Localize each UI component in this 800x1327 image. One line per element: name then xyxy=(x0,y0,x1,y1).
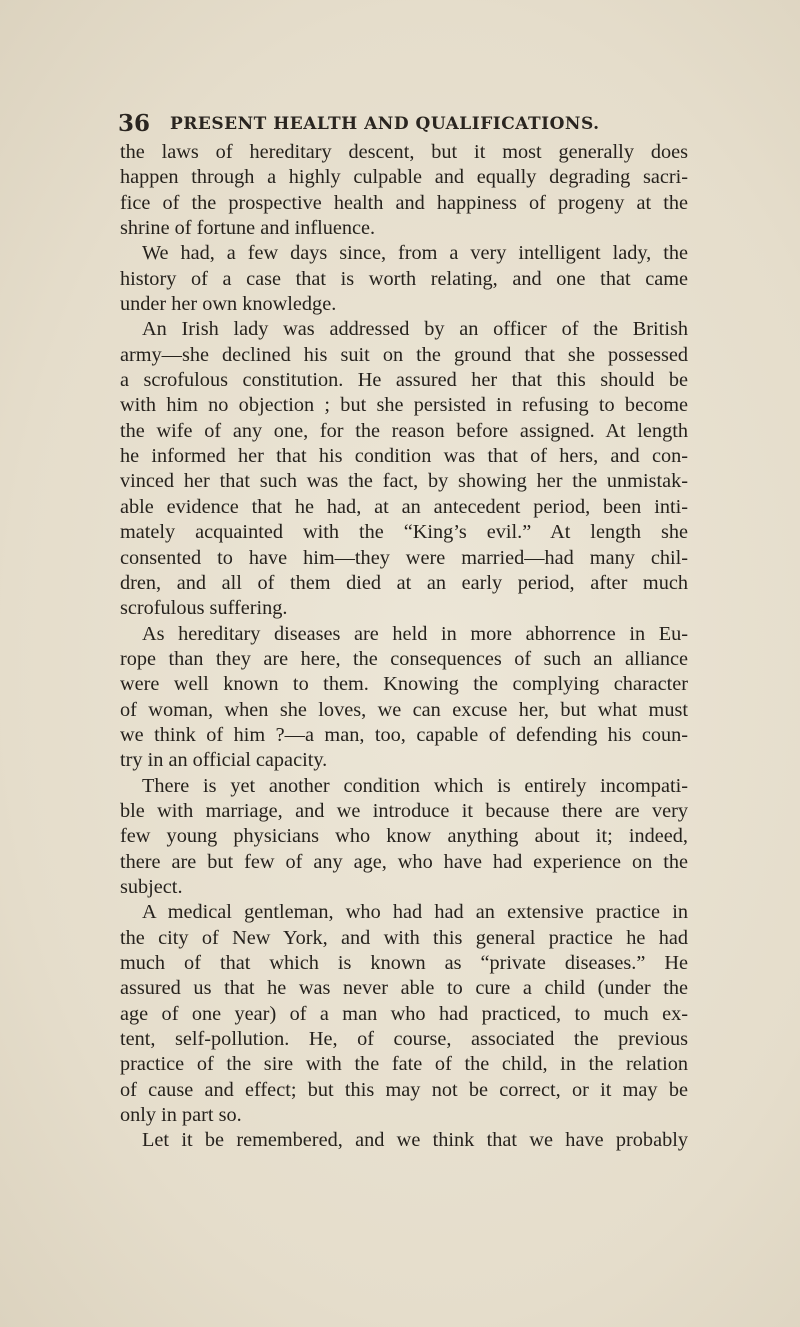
text-line: with him no objection ; but she persisted in refusing to become xyxy=(120,394,688,417)
text-line: practice of the sire with the fate of the child, in the relation xyxy=(120,1053,688,1076)
text-line: fice of the prospective health and happiness of progeny at the xyxy=(120,191,688,214)
text-line: much of that which is known as “private diseases.” He xyxy=(120,952,688,974)
text-line: the wife of any one, for the reason before assigned. At length xyxy=(120,419,688,442)
text-line: As hereditary diseases are held in more abhorrence in Eu- xyxy=(142,622,688,645)
text-line: the city of New York, and with this general practice he had xyxy=(120,926,688,949)
text-line: of cause and effect; but this may not be correct, or it may be xyxy=(120,1078,688,1101)
text-line: army—she declined his suit on the ground that she possessed xyxy=(120,343,688,366)
text-line: Let it be remembered, and we think that we have probably xyxy=(142,1129,688,1152)
text-line: of woman, when she loves, we can excuse her, but what must xyxy=(120,698,688,721)
text-line: scrofulous suffering. xyxy=(120,597,288,620)
text-line: rope than they are here, the consequences of such an alliance xyxy=(120,647,688,670)
running-head xyxy=(118,110,708,136)
text-line: happen through a highly culpable and equally degrading sacri- xyxy=(120,166,688,189)
body-text xyxy=(120,140,688,1154)
text-line: we think of him ?—a man, too, capable of defending his coun- xyxy=(120,723,688,746)
page-number: 36 xyxy=(118,110,151,137)
text-line: mately acquainted with the “King’s evil.” At length she xyxy=(120,521,688,544)
text-line: tent, self-pollution. He, of course, associated the previous xyxy=(120,1028,688,1051)
text-line: age of one year) of a man who had practiced, to much ex- xyxy=(120,1002,688,1025)
text-line: history of a case that is worth relating, and one that came xyxy=(120,267,688,290)
text-line: shrine of fortune and influence. xyxy=(120,217,376,240)
text-line: the laws of hereditary descent, but it most generally does xyxy=(120,141,688,163)
text-line: few young physicians who know anything about it; indeed, xyxy=(120,825,688,848)
text-line: A medical gentleman, who had had an extensive practice in xyxy=(142,901,688,924)
text-line: he informed her that his condition was that of hers, and con- xyxy=(120,445,688,468)
text-line: ble with marriage, and we introduce it because there are very xyxy=(120,799,688,822)
text-line: under her own knowledge. xyxy=(120,293,337,316)
text-line: There is yet another condition which is entirely incompati- xyxy=(142,774,688,797)
text-line: only in part so. xyxy=(120,1104,242,1127)
text-line: there are but few of any age, who have had experience on the xyxy=(120,850,688,873)
text-line: We had, a few days since, from a very intelligent lady, the xyxy=(142,242,688,265)
running-title: PRESENT HEALTH AND QUALIFICATIONS. xyxy=(170,114,600,134)
text-line: dren, and all of them died at an early period, after much xyxy=(120,571,688,594)
text-line: able evidence that he had, at an antecedent period, been inti- xyxy=(120,495,688,518)
text-line: assured us that he was never able to cure a child (under the xyxy=(120,977,688,1000)
text-line: a scrofulous constitution. He assured her that this should be xyxy=(120,369,688,392)
text-line: try in an official capacity. xyxy=(120,749,328,772)
text-line: An Irish lady was addressed by an officer of the British xyxy=(142,318,688,341)
text-line: were well known to them. Knowing the complying character xyxy=(120,673,688,696)
text-line: consented to have him—they were married—had many chil- xyxy=(120,546,688,569)
text-line: subject. xyxy=(120,875,183,898)
text-line: vinced her that such was the fact, by showing her the unmistak- xyxy=(120,470,688,493)
